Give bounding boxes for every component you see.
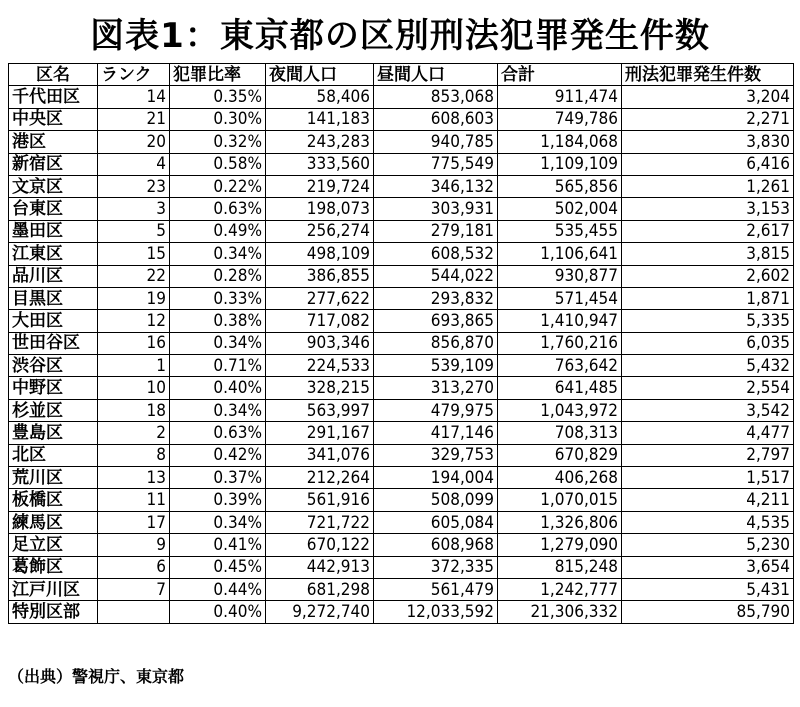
- table-cell: 535,455: [498, 220, 622, 242]
- column-header: 昼間人口: [374, 64, 498, 86]
- table-cell: 1,109,109: [498, 153, 622, 175]
- table-cell: 16: [98, 332, 170, 354]
- table-cell: 0.42%: [170, 444, 266, 466]
- table-cell: 442,913: [266, 556, 374, 578]
- table-cell: 3,815: [622, 243, 794, 265]
- table-cell: 0.58%: [170, 153, 266, 175]
- ward-name-cell: 品川区: [9, 265, 98, 287]
- ward-name-cell: 港区: [9, 131, 98, 153]
- table-cell: 681,298: [266, 578, 374, 600]
- table-cell: 1,760,216: [498, 332, 622, 354]
- crime-table: [8, 63, 794, 624]
- table-cell: 256,274: [266, 220, 374, 242]
- table-cell: 1,326,806: [498, 511, 622, 533]
- table-cell: 693,865: [374, 310, 498, 332]
- table-cell: 0.40%: [170, 377, 266, 399]
- column-header: 犯罪比率: [170, 64, 266, 86]
- table-cell: 479,975: [374, 399, 498, 421]
- table-row: [9, 175, 794, 197]
- table-cell: 224,533: [266, 355, 374, 377]
- ward-name-cell: 中央区: [9, 108, 98, 130]
- table-cell: 1,242,777: [498, 578, 622, 600]
- ward-name-cell: 大田区: [9, 310, 98, 332]
- table-cell: 853,068: [374, 86, 498, 108]
- table-cell: 23: [98, 175, 170, 197]
- table-cell: 212,264: [266, 467, 374, 489]
- table-cell: 6,035: [622, 332, 794, 354]
- table-cell: 561,916: [266, 489, 374, 511]
- table-cell: 15: [98, 243, 170, 265]
- table-cell: 3,204: [622, 86, 794, 108]
- table-cell: 21: [98, 108, 170, 130]
- table-cell: 0.34%: [170, 243, 266, 265]
- table-cell: 608,532: [374, 243, 498, 265]
- ward-name-cell: 千代田区: [9, 86, 98, 108]
- table-cell: 58,406: [266, 86, 374, 108]
- table-cell: 3,542: [622, 399, 794, 421]
- table-row: [9, 467, 794, 489]
- table-cell: 0.38%: [170, 310, 266, 332]
- table-cell: 2,554: [622, 377, 794, 399]
- column-header: 合計: [498, 64, 622, 86]
- table-cell: 561,479: [374, 578, 498, 600]
- table-cell: 19: [98, 287, 170, 309]
- table-cell: 329,753: [374, 444, 498, 466]
- table-cell: 5,335: [622, 310, 794, 332]
- table-row: [9, 556, 794, 578]
- table-row: [9, 332, 794, 354]
- ward-name-cell: 足立区: [9, 534, 98, 556]
- table-cell: 328,215: [266, 377, 374, 399]
- table-cell: 565,856: [498, 175, 622, 197]
- table-cell: 291,167: [266, 422, 374, 444]
- table-cell: 18: [98, 399, 170, 421]
- table-cell: 815,248: [498, 556, 622, 578]
- table-cell: 9,272,740: [266, 601, 374, 623]
- ward-name-cell: 葛飾区: [9, 556, 98, 578]
- table-cell: 0.41%: [170, 534, 266, 556]
- table-cell: 2,797: [622, 444, 794, 466]
- table-cell: 21,306,332: [498, 601, 622, 623]
- table-cell: 0.33%: [170, 287, 266, 309]
- table-cell: 605,084: [374, 511, 498, 533]
- table-cell: 0.44%: [170, 578, 266, 600]
- table-row: [9, 86, 794, 108]
- table-cell: 0.45%: [170, 556, 266, 578]
- table-cell: 0.34%: [170, 332, 266, 354]
- table-cell: 0.32%: [170, 131, 266, 153]
- table-cell: 0.22%: [170, 175, 266, 197]
- table-cell: 708,313: [498, 422, 622, 444]
- table-cell: 1,261: [622, 175, 794, 197]
- table-cell: 13: [98, 467, 170, 489]
- table-cell: 0.34%: [170, 399, 266, 421]
- ward-name-cell: 板橋区: [9, 489, 98, 511]
- ward-name-cell: 世田谷区: [9, 332, 98, 354]
- table-cell: 0.35%: [170, 86, 266, 108]
- table-cell: 5,431: [622, 578, 794, 600]
- table-cell: 6: [98, 556, 170, 578]
- table-cell: 333,560: [266, 153, 374, 175]
- table-cell: 303,931: [374, 198, 498, 220]
- table-cell: 4,211: [622, 489, 794, 511]
- table-cell: 940,785: [374, 131, 498, 153]
- table-row: [9, 511, 794, 533]
- column-header: 夜間人口: [266, 64, 374, 86]
- table-cell: 3,654: [622, 556, 794, 578]
- table-cell: 1,070,015: [498, 489, 622, 511]
- table-cell: 2,602: [622, 265, 794, 287]
- table-cell: 12,033,592: [374, 601, 498, 623]
- table-cell: 406,268: [498, 467, 622, 489]
- table-row: [9, 108, 794, 130]
- table-cell: 0.71%: [170, 355, 266, 377]
- column-header: 刑法犯罪発生件数: [622, 64, 794, 86]
- table-row: [9, 399, 794, 421]
- table-row: [9, 287, 794, 309]
- table-cell: 0.37%: [170, 467, 266, 489]
- column-header: 区名: [9, 64, 98, 86]
- table-cell: 279,181: [374, 220, 498, 242]
- table-row: [9, 131, 794, 153]
- ward-name-cell: 墨田区: [9, 220, 98, 242]
- table-cell: 502,004: [498, 198, 622, 220]
- table-cell: 5,230: [622, 534, 794, 556]
- table-cell: 85,790: [622, 601, 794, 623]
- table-cell: 17: [98, 511, 170, 533]
- table-cell: 563,997: [266, 399, 374, 421]
- ward-name-cell: 文京区: [9, 175, 98, 197]
- table-cell: 763,642: [498, 355, 622, 377]
- ward-name-cell: 台東区: [9, 198, 98, 220]
- table-cell: 856,870: [374, 332, 498, 354]
- table-cell: 3: [98, 198, 170, 220]
- table-cell: 608,968: [374, 534, 498, 556]
- table-cell: 0.39%: [170, 489, 266, 511]
- page-title: 図表1：東京都の区別刑法犯罪発生件数: [90, 16, 710, 56]
- ward-name-cell: 江戸川区: [9, 578, 98, 600]
- ward-name-cell: 北区: [9, 444, 98, 466]
- table-cell: 20: [98, 131, 170, 153]
- header-row: [9, 64, 794, 86]
- table-cell: 277,622: [266, 287, 374, 309]
- table-cell: 1,410,947: [498, 310, 622, 332]
- table-row: [9, 198, 794, 220]
- table-cell: [98, 601, 170, 623]
- table-cell: 1,106,641: [498, 243, 622, 265]
- ward-name-cell: 荒川区: [9, 467, 98, 489]
- ward-name-cell: 目黒区: [9, 287, 98, 309]
- table-cell: 717,082: [266, 310, 374, 332]
- table-cell: 3,153: [622, 198, 794, 220]
- table-cell: 0.30%: [170, 108, 266, 130]
- ward-name-cell: 豊島区: [9, 422, 98, 444]
- table-cell: 1,279,090: [498, 534, 622, 556]
- table-cell: 198,073: [266, 198, 374, 220]
- table-cell: 141,183: [266, 108, 374, 130]
- table-row: [9, 220, 794, 242]
- table-cell: 670,122: [266, 534, 374, 556]
- table-cell: 0.28%: [170, 265, 266, 287]
- table-row: [9, 243, 794, 265]
- table-cell: 508,099: [374, 489, 498, 511]
- table-cell: 775,549: [374, 153, 498, 175]
- column-header: ランク: [98, 64, 170, 86]
- table-cell: 386,855: [266, 265, 374, 287]
- table-cell: 0.63%: [170, 422, 266, 444]
- table-cell: 313,270: [374, 377, 498, 399]
- table-cell: 0.40%: [170, 601, 266, 623]
- table-cell: 0.63%: [170, 198, 266, 220]
- table-cell: 9: [98, 534, 170, 556]
- ward-name-cell: 杉並区: [9, 399, 98, 421]
- table-cell: 4: [98, 153, 170, 175]
- table-cell: 293,832: [374, 287, 498, 309]
- table-row: [9, 355, 794, 377]
- table-cell: 571,454: [498, 287, 622, 309]
- table-row: [9, 601, 794, 623]
- table-cell: 4,477: [622, 422, 794, 444]
- table-cell: 749,786: [498, 108, 622, 130]
- ward-name-cell: 江東区: [9, 243, 98, 265]
- table-cell: 903,346: [266, 332, 374, 354]
- table-row: [9, 265, 794, 287]
- table-row: [9, 578, 794, 600]
- table-cell: 1,043,972: [498, 399, 622, 421]
- table-cell: 1,871: [622, 287, 794, 309]
- table-cell: 12: [98, 310, 170, 332]
- table-cell: 7: [98, 578, 170, 600]
- table-row: [9, 489, 794, 511]
- table-cell: 5: [98, 220, 170, 242]
- table-row: [9, 377, 794, 399]
- table-cell: 539,109: [374, 355, 498, 377]
- table-row: [9, 534, 794, 556]
- table-cell: 2,271: [622, 108, 794, 130]
- table-cell: 3,830: [622, 131, 794, 153]
- table-cell: 194,004: [374, 467, 498, 489]
- ward-name-cell: 特別区部: [9, 601, 98, 623]
- table-body: [9, 86, 794, 623]
- table-cell: 4,535: [622, 511, 794, 533]
- table-cell: 721,722: [266, 511, 374, 533]
- ward-name-cell: 中野区: [9, 377, 98, 399]
- table-cell: 544,022: [374, 265, 498, 287]
- table-cell: 372,335: [374, 556, 498, 578]
- table-cell: 670,829: [498, 444, 622, 466]
- ward-name-cell: 渋谷区: [9, 355, 98, 377]
- table-cell: 11: [98, 489, 170, 511]
- table-cell: 5,432: [622, 355, 794, 377]
- table-cell: 341,076: [266, 444, 374, 466]
- table-cell: 930,877: [498, 265, 622, 287]
- table-cell: 641,485: [498, 377, 622, 399]
- table-cell: 8: [98, 444, 170, 466]
- table-cell: 2,617: [622, 220, 794, 242]
- table-cell: 911,474: [498, 86, 622, 108]
- table-cell: 219,724: [266, 175, 374, 197]
- table-row: [9, 422, 794, 444]
- table-cell: 1: [98, 355, 170, 377]
- table-cell: 2: [98, 422, 170, 444]
- table-cell: 243,283: [266, 131, 374, 153]
- table-cell: 22: [98, 265, 170, 287]
- table-cell: 346,132: [374, 175, 498, 197]
- source-note: （出典）警視庁、東京都: [8, 667, 185, 686]
- table-cell: 6,416: [622, 153, 794, 175]
- table-cell: 0.49%: [170, 220, 266, 242]
- table-cell: 1,517: [622, 467, 794, 489]
- ward-name-cell: 新宿区: [9, 153, 98, 175]
- table-cell: 10: [98, 377, 170, 399]
- table-row: [9, 153, 794, 175]
- table-cell: 1,184,068: [498, 131, 622, 153]
- table-cell: 0.34%: [170, 511, 266, 533]
- table-cell: 417,146: [374, 422, 498, 444]
- table-header: [9, 64, 794, 86]
- ward-name-cell: 練馬区: [9, 511, 98, 533]
- table-row: [9, 310, 794, 332]
- table-row: [9, 444, 794, 466]
- table-cell: 14: [98, 86, 170, 108]
- table-cell: 498,109: [266, 243, 374, 265]
- table-cell: 608,603: [374, 108, 498, 130]
